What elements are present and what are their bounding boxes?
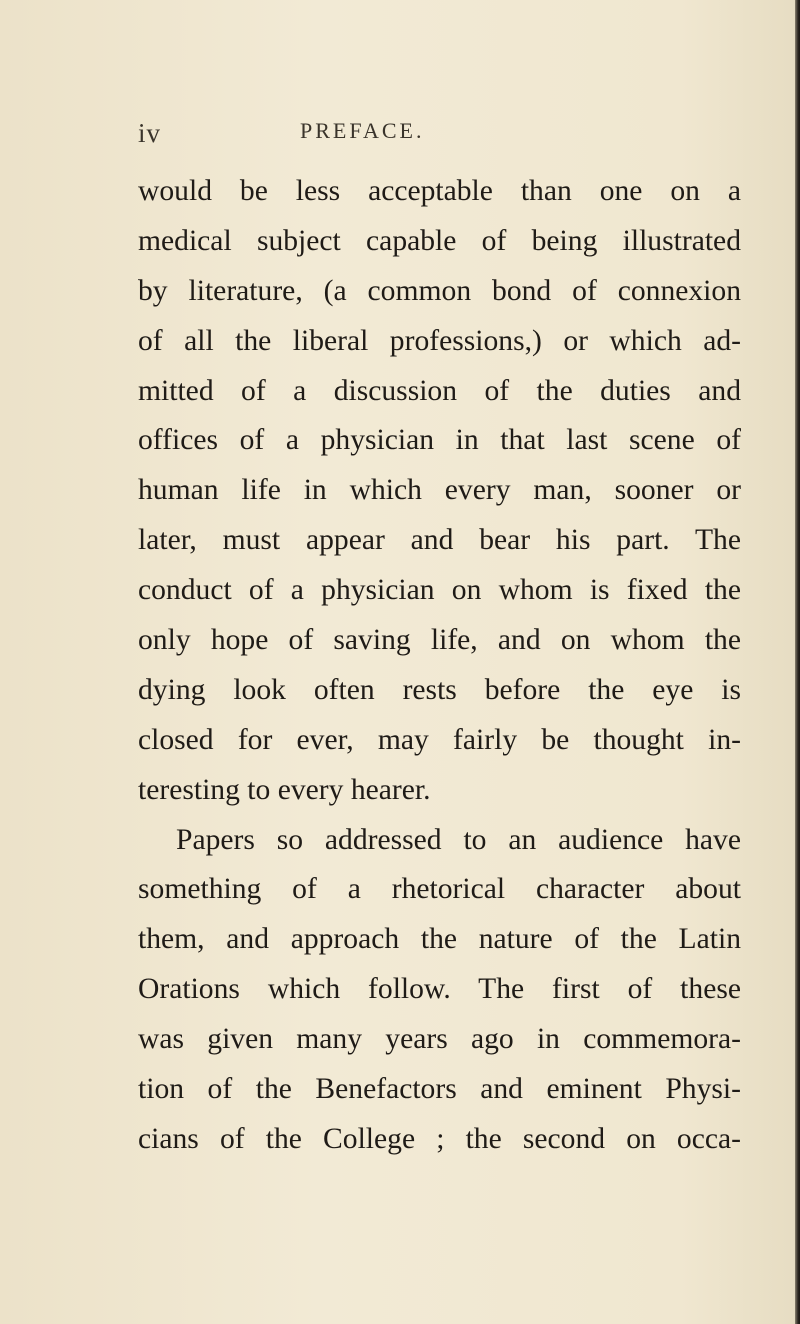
text-line: them, and approach the nature of the Latin [138,923,741,956]
text-line: cians of the College ; the second on occa- [138,1122,741,1155]
page-number: iv [138,118,162,148]
text-line: Orations which follow. The first of these [138,973,741,1006]
paragraph-end-line: teresting to every hearer. [138,773,431,806]
text-line: tion of the Benefactors and eminent Physi- [138,1073,741,1106]
text-line: offices of a physician in that last scene of [138,424,741,457]
text-line: medical subject capable of being illustrated [138,224,741,257]
text-line: was given many years ago in commemora- [138,1023,741,1056]
text-line: only hope of saving life, and on whom the [138,624,741,657]
text-line: later, must appear and bear his part. The [138,524,741,557]
text-line: would be less acceptable than one on a [138,175,741,207]
body-text [138,167,741,1165]
paragraph-start-line: Papers so addressed to an audience have [176,823,741,856]
page-edge-shadow [795,0,800,1324]
text-line: something of a rhetorical character about [138,873,741,906]
text-line: conduct of a physician on whom is fixed the [138,574,741,607]
running-head: PREFACE. [300,118,425,143]
text-line: dying look often rests before the eye is [138,673,741,706]
text-line: closed for ever, may fairly be thought in- [138,723,741,756]
text-line: human life in which every man, sooner or [138,474,741,507]
page-header [138,118,738,158]
text-line: by literature, (a common bond of connexion [138,274,741,307]
text-line: mitted of a discussion of the duties and [138,374,741,407]
text-line: of all the liberal professions,) or which ad- [138,324,741,357]
